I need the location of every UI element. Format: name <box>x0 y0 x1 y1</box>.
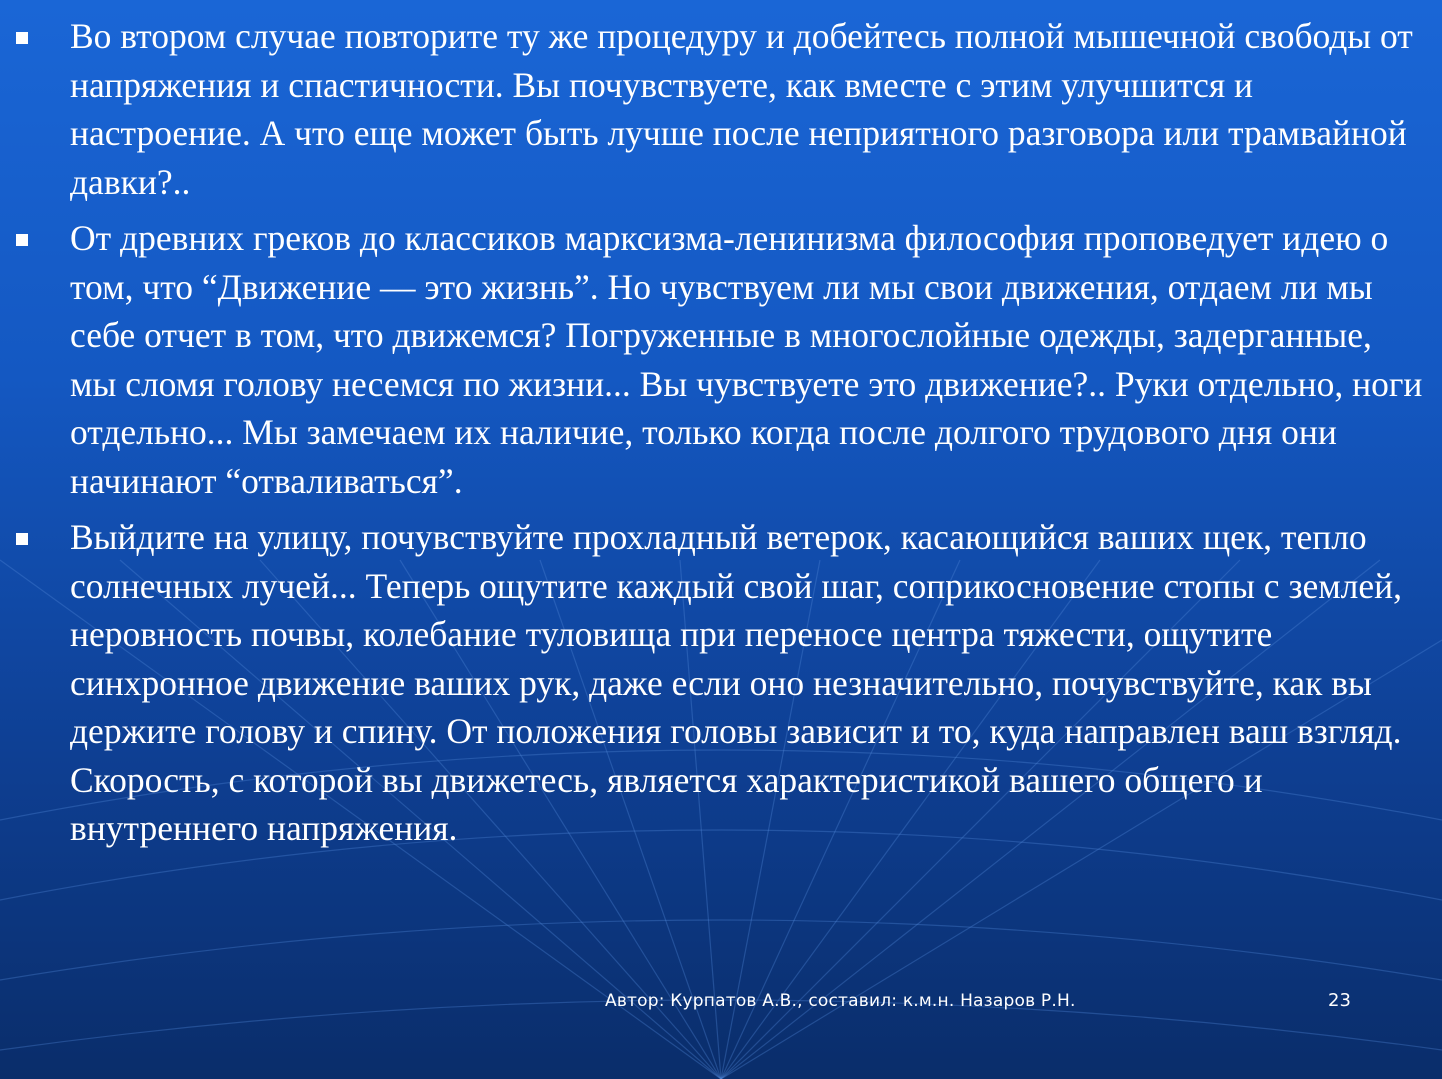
square-bullet-icon <box>16 32 28 44</box>
page-number: 23 <box>1328 990 1351 1011</box>
bullet-text: Выйдите на улицу, почувствуйте прохладный ветерок, касающийся ваших щек, тепло солнечных лучей... Теперь ощутите каждый свой шаг, соприкосновение стопы с землей, неровность почвы, колебание туловища при переносе центра тяжести, ощутите синхронное движение ваших рук, даже если оно незначительно, почувствуйте, как вы держите голову и спину. От положения головы зависит и то, куда направлен ваш взгляд. Скорость, с которой вы движетесь, является характеристикой вашего общего и внутреннего напряжения. <box>70 517 1403 848</box>
bullet-item-3 <box>0 513 1442 853</box>
bullet-item-1 <box>0 12 1442 206</box>
slide-content <box>0 12 1442 861</box>
bullet-item-2 <box>0 214 1442 505</box>
square-bullet-icon <box>16 533 28 545</box>
bullet-text: От древних греков до классиков марксизма-ленинизма философия проповедует идею о том, что “Движение — это жизнь”. Но чувствуем ли мы свои движения, отдаем ли мы себе отчет в том, что движемся? Погруженные в многослойные одежды, задерганные, мы сломя голову несемся по жизни... Вы чувствуете это движение?.. Руки отдельно, ноги отдельно... Мы замечаем их наличие, только когда после долгого трудового дня они начинают “отваливаться”. <box>70 218 1423 501</box>
square-bullet-icon <box>16 234 28 246</box>
bullet-text: Во втором случае повторите ту же процедуру и добейтесь полной мышечной свободы от напряжения и спастичности. Вы почувствуете, как вместе с этим улучшится и настроение. А что еще может быть лучше после неприятного разговора или трамвайной давки?.. <box>70 16 1413 202</box>
footer-author: Автор: Курпатов А.В., составил: к.м.н. Назаров Р.Н. <box>605 991 1076 1011</box>
